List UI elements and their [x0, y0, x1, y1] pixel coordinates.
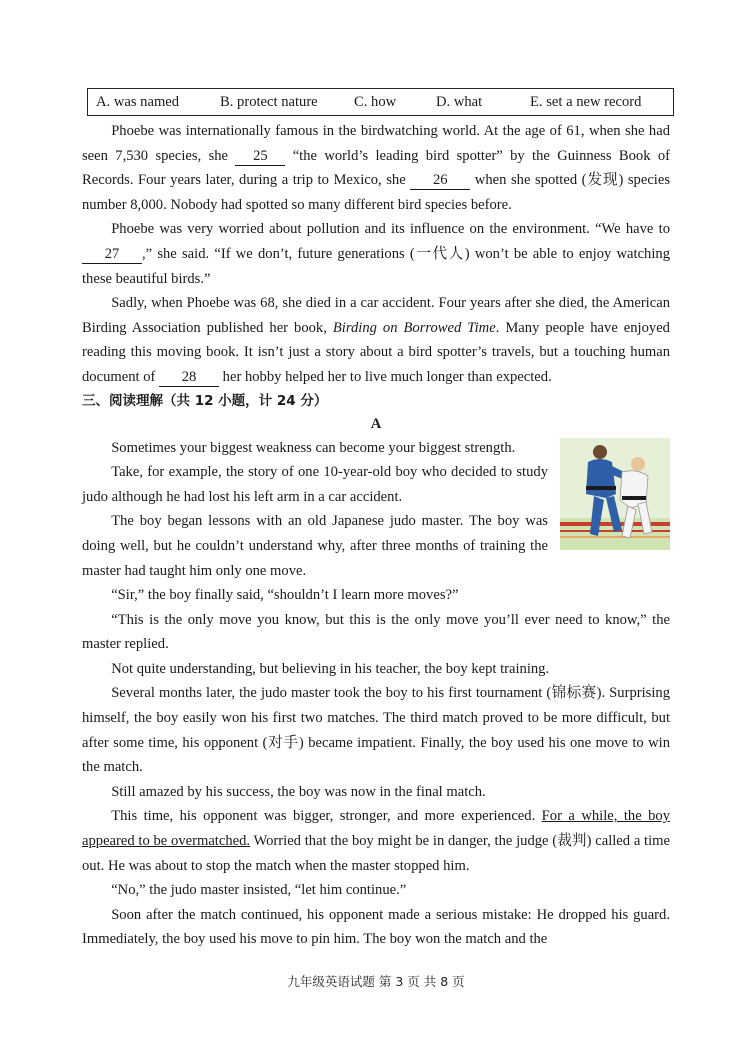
reading-paragraph-7: Several months later, the judo master took the boy to his first tournament (锦标赛). Surprising himself, the boy easily won his first two matches. The third match proved to be more difficult, but after some time, his opponent (对手) became impatient. Finally, the boy used his one move to win the match.: [82, 685, 670, 776]
reading-paragraph-9: This time, his opponent was bigger, stronger, and more experienced. For a while, the boy appeared to be overmatched. Worried that the boy might be in danger, the judge (裁判) called a time out. He was about to stop the match when the master stopped him.: [82, 808, 671, 874]
reading-paragraph-3: The boy began lessons with an old Japanese judo master. The boy was doing well, but he couldn’t understand why, after three months of training the master had taught him only one move.: [82, 513, 548, 579]
section-title: 三、阅读理解（共 12 小题，计 24 分）: [82, 392, 328, 409]
option-d: D. what: [436, 94, 483, 110]
cloze-paragraph-1: Phoebe was internationally famous in the birdwatching world. At the age of 61, when she had seen 7,530 species, she 25 “the world’s leading bird spotter” by the Guinness Book of Records. Four years later, during a trip to Mexico, she 26 when she spotted (发现) species number 8,000. Nobody had spotted so many different bird species before.: [82, 123, 671, 213]
reading-paragraph-11: Soon after the match continued, his opponent made a serious mistake: He dropped his guard. Immediately, the boy used his move to pin him. The boy won the match and the: [82, 906, 670, 948]
cloze-paragraph-2: Phoebe was very worried about pollution and its influence on the environment. “We have to 27 ,” she said. “If we don’t, future generations (一代人) won’t be able to enjoy watching these beautiful birds.”: [82, 221, 670, 287]
exam-page: [82, 88, 670, 952]
option-c: C. how: [354, 94, 397, 110]
passage-label: A: [370, 415, 382, 432]
blank-28[interactable]: 28: [159, 368, 219, 387]
reading-paragraph-5: “This is the only move you know, but this is the only move you’ll ever need to know,” the master replied.: [82, 611, 670, 653]
reading-paragraph-10: “No,” the judo master insisted, “let him continue.”: [111, 882, 407, 899]
page-footer: 九年级英语试题 第 3 页 共 8 页: [287, 974, 465, 989]
word-bank-box: [87, 88, 674, 116]
option-b: B. protect nature: [220, 94, 318, 110]
blank-26[interactable]: 26: [410, 171, 470, 190]
reading-paragraph-8: Still amazed by his success, the boy was now in the final match.: [111, 783, 486, 800]
book-title: Birding on Borrowed Time: [332, 319, 496, 336]
reading-paragraph-1: Sometimes your biggest weakness can become your biggest strength.: [111, 439, 516, 456]
reading-paragraph-4: “Sir,” the boy finally said, “shouldn’t I learn more moves?”: [111, 587, 459, 604]
reading-paragraph-6: Not quite understanding, but believing in his teacher, the boy kept training.: [111, 660, 550, 677]
blank-25[interactable]: 25: [235, 147, 285, 166]
judo-illustration: [560, 438, 670, 550]
cloze-paragraph-3: Sadly, when Phoebe was 68, she died in a car accident. Four years after she died, the American Birding Association published her book, Birding on Borrowed Time. Many people have enjoyed reading this moving book. It isn’t just a story about a bird spotter’s travels, but a touching human document of 28 her hobby helped her to live much longer than expected.: [82, 295, 670, 385]
option-e: E. set a new record: [530, 94, 642, 110]
underlined-sentence: For a while, the boy appeared to be overmatched.: [82, 808, 671, 850]
option-a: A. was named: [96, 94, 180, 110]
blank-27[interactable]: 27: [82, 245, 142, 264]
reading-paragraph-2: Take, for example, the story of one 10-year-old boy who decided to study judo although he had lost his left arm in a car accident.: [82, 464, 548, 505]
